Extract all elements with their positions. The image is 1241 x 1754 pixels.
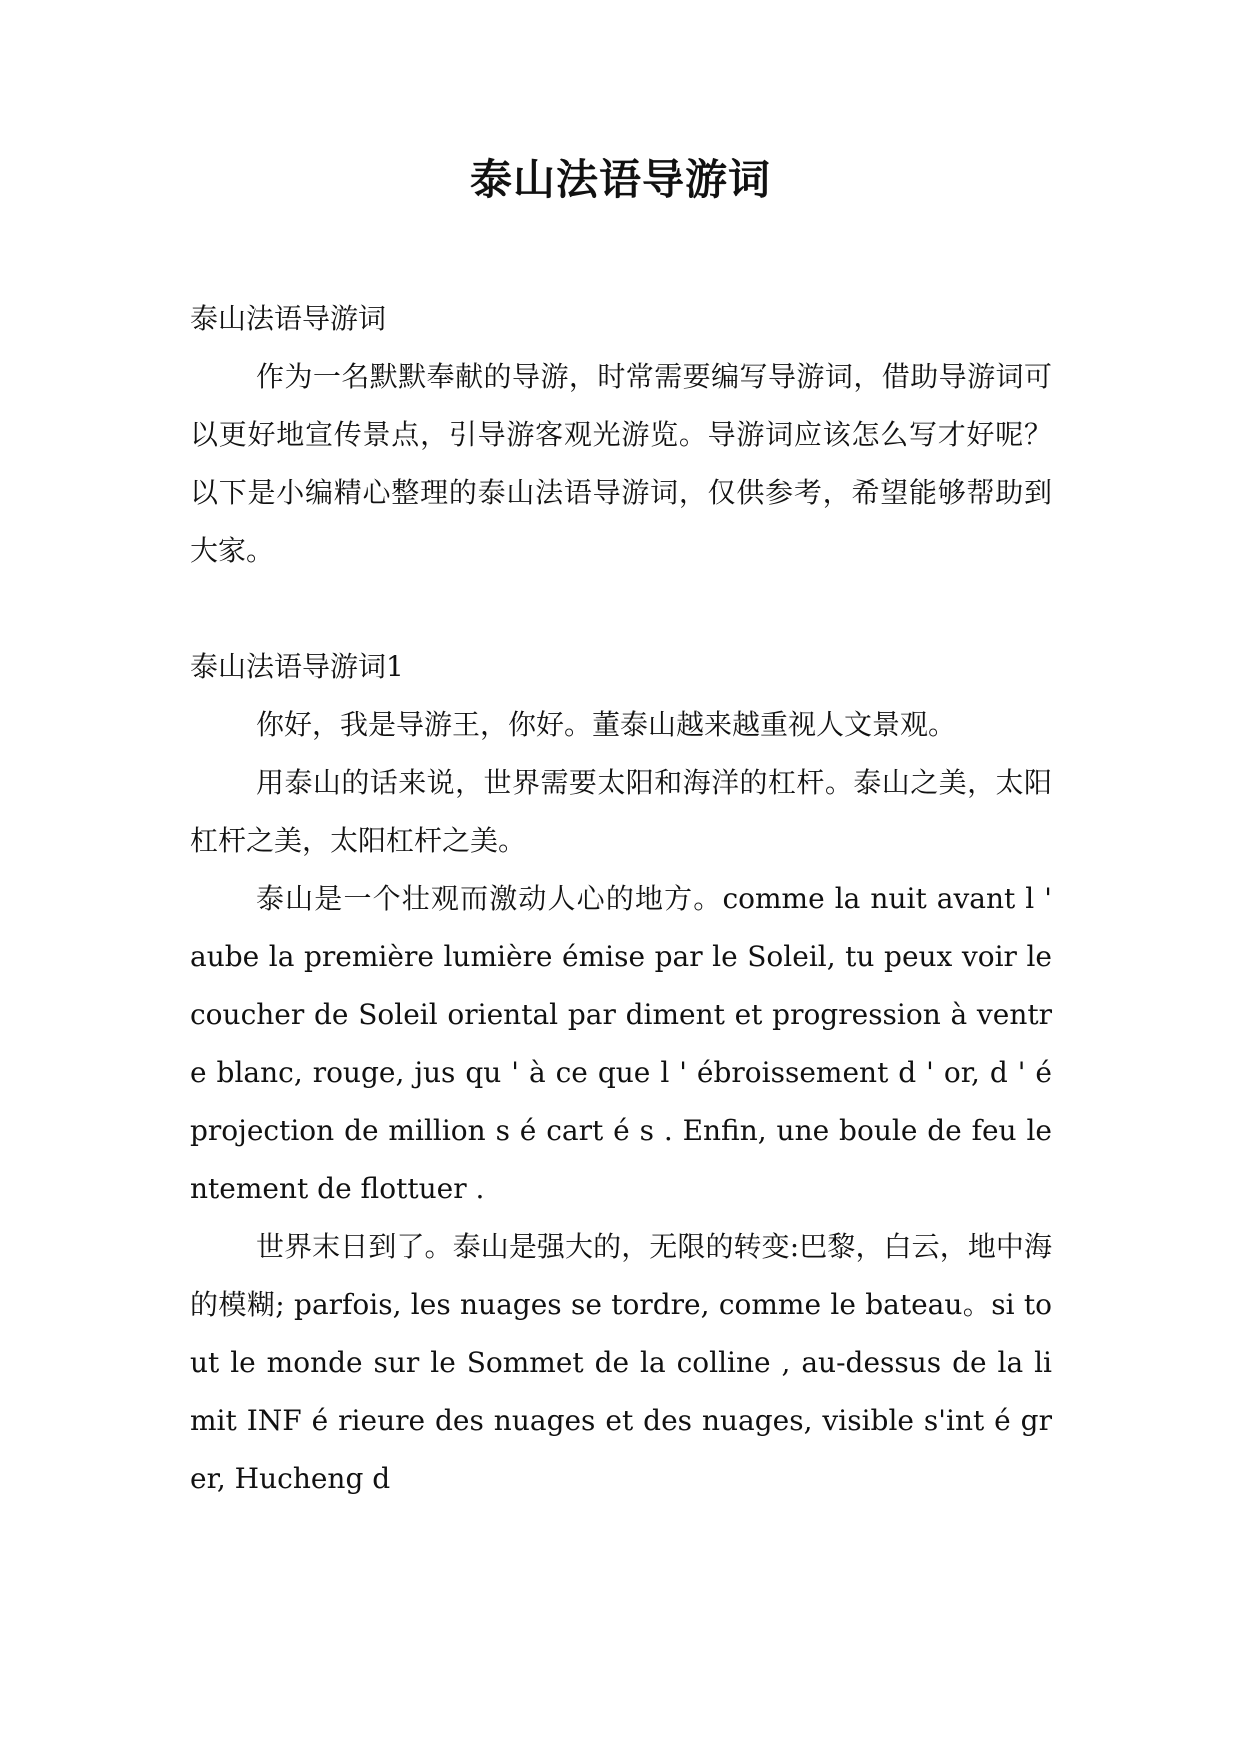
document-title: 泰山法语导游词 [469, 155, 771, 204]
paragraph-spacer [190, 580, 1052, 638]
paragraph-4: 世界末日到了。泰山是强大的，无限的转变:巴黎，白云，地中海的模糊; parfois, les nuages se tordre, comme le bateau。si tout le monde sur le Sommet de la colline , au-dessus de la limit INF é rieure des nuages et des nuages, visible s'int é grer, Hucheng d [190, 1230, 1052, 1495]
paragraph-3: 泰山是一个壮观而激动人心的地方。comme la nuit avant l ' aube la première lumière émise par le Soleil, tu peux voir le coucher de Soleil oriental par diment et progression à ventre blanc, rouge, jus qu ' à ce que l ' ébroissement d ' or, d ' é projection de million s é cart é s . Enfin, une boule de feu lentement de flottuer . [190, 882, 1052, 1205]
intro-paragraph: 作为一名默默奉献的导游，时常需要编写导游词，借助导游词可以更好地宣传景点，引导游客观光游览。导游词应该怎么写才好呢？以下是小编精心整理的泰山法语导游词，仅供参考，希望能够帮助到大家。 [190, 360, 1052, 567]
paragraph-1: 你好，我是导游王，你好。董泰山越来越重视人文景观。 [256, 708, 957, 741]
intro-heading: 泰山法语导游词 [190, 302, 387, 335]
paragraph-2: 用泰山的话来说，世界需要太阳和海洋的杠杆。泰山之美，太阳杠杆之美，太阳杠杆之美。 [190, 766, 1052, 857]
section-1-heading: 泰山法语导游词1 [190, 650, 404, 683]
document-body [190, 290, 1052, 1508]
